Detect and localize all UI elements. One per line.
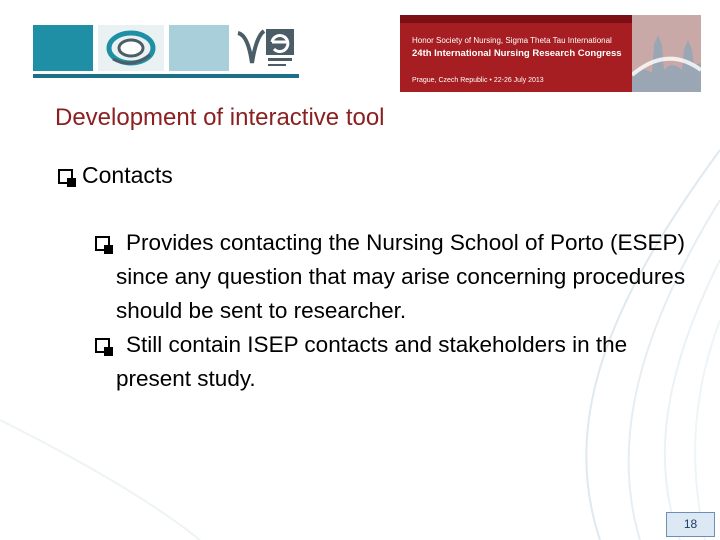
list-item	[95, 226, 705, 328]
list-item-text: Still contain ISEP contacts and stakeholders in the present study.	[116, 332, 628, 391]
sub-bullet-list	[95, 226, 705, 396]
e-logo-icon	[234, 25, 299, 71]
banner-organization: Honor Society of Nursing, Sigma Theta Tau International	[412, 36, 612, 45]
logo-tile	[98, 25, 164, 71]
prague-skyline-icon	[632, 15, 701, 92]
swirl-logo-icon	[98, 25, 164, 71]
logo-underline	[33, 74, 299, 78]
banner-congress-title: 24th International Nursing Research Congress	[412, 48, 622, 59]
page-number: 18	[666, 512, 715, 537]
logo-tile	[234, 25, 299, 71]
checkbox-bullet-icon	[95, 338, 110, 353]
checkbox-bullet-icon	[58, 169, 73, 184]
bullet-label: Contacts	[82, 162, 173, 188]
school-logo	[33, 25, 299, 71]
banner-location-date: Prague, Czech Republic • 22-26 July 2013	[412, 77, 544, 84]
bullet-contacts	[58, 162, 173, 189]
slide-title: Development of interactive tool	[55, 104, 385, 131]
list-item-text: Provides contacting the Nursing School of Porto (ESEP) since any question that may arise concerning procedures should be sent to researcher.	[116, 230, 686, 323]
logo-tile	[33, 25, 93, 71]
list-item	[95, 328, 705, 396]
logo-tile	[169, 25, 229, 71]
congress-banner	[400, 15, 701, 92]
checkbox-bullet-icon	[95, 236, 110, 251]
